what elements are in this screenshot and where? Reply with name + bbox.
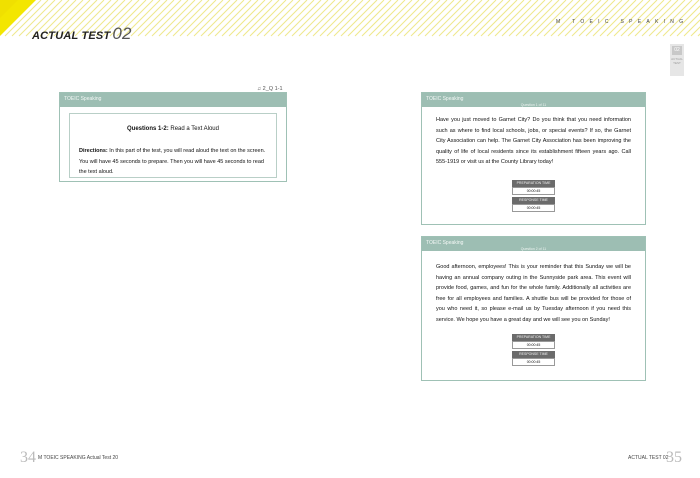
header-stripe	[621, 0, 657, 36]
header-stripe	[488, 0, 524, 36]
audio-track-label: ♫ 2_Q 1-1	[257, 86, 283, 92]
header-stripe	[509, 0, 545, 36]
header-stripe	[376, 0, 412, 36]
header-stripe	[313, 0, 349, 36]
header-stripe	[656, 0, 692, 36]
header-stripe	[320, 0, 356, 36]
header-stripe	[523, 0, 559, 36]
header-stripe	[404, 0, 440, 36]
header-stripe	[159, 0, 195, 36]
response-time-label: RESPONSE TIME	[512, 351, 555, 358]
header-stripe	[138, 0, 174, 36]
directions-body: In this part of the test, you will read aloud the text on the screen. You will have 45 seconds to prepare. Then you will have 45 seconds to read the text aloud.	[79, 148, 266, 175]
header-stripe	[467, 0, 503, 36]
directions-bold: Directions:	[79, 148, 108, 154]
directions-box	[69, 113, 277, 178]
passage-text: Have you just moved to Garnet City? Do you think that you need information such as where to find local schools, jobs, or special events? If so, the Garnet City Association can help. The Garnet City Association has been improving the quality of life of local residents since its establishment fifteen years ago. Call 555-1919 or visit us at the County Library today!	[436, 117, 631, 165]
header-stripe	[397, 0, 433, 36]
response-time-label: RESPONSE TIME	[512, 197, 555, 204]
header-stripe	[411, 0, 447, 36]
question-title-bold: Questions 1-2:	[127, 126, 169, 132]
header-stripe	[201, 0, 237, 36]
header-stripe	[145, 0, 181, 36]
test-number: 02	[112, 24, 132, 43]
header-stripe	[264, 0, 300, 36]
passage-text: Good afternoon, employees! This is your reminder that this Sunday we will be having an annual company outing in the Sunnyside park area. This event will provide food, games, and fun for the whole family. Additionally all activities are free for all employees and families. A shuttle bus will be provided for those of you who need it, so please e-mail us by Tuesday afternoon if you need this service. We hope you have a great day and we will see you on Sunday!	[436, 264, 631, 323]
header-stripe	[180, 0, 216, 36]
header-stripe	[502, 0, 538, 36]
panel-label: TOEIC Speaking	[64, 96, 102, 102]
header-stripe	[285, 0, 321, 36]
question-number: Question 1 of 11	[520, 103, 547, 107]
question-2-panel	[421, 236, 646, 381]
header-stripe	[334, 0, 370, 36]
panel-header	[60, 93, 286, 107]
header-stripe	[355, 0, 391, 36]
header-stripe	[187, 0, 223, 36]
header-stripe	[425, 0, 461, 36]
footer-right: ACTUAL TEST 02	[628, 455, 669, 461]
header-stripe	[278, 0, 314, 36]
timer-block	[512, 180, 555, 214]
header-stripe	[215, 0, 251, 36]
header-stripe	[586, 0, 622, 36]
preparation-time-value: 00:00:45	[512, 341, 555, 349]
header-stripe	[306, 0, 342, 36]
header-stripe	[194, 0, 230, 36]
header-stripe	[607, 0, 643, 36]
header-stripe	[600, 0, 636, 36]
test-label: ACTUAL TEST	[32, 30, 111, 42]
header-stripe	[222, 0, 258, 36]
header-stripe	[453, 0, 489, 36]
footer-left: M TOEIC SPEAKING Actual Test 20	[38, 455, 119, 461]
header-stripe	[439, 0, 475, 36]
page-number-left: 34	[20, 449, 36, 466]
header-stripe	[614, 0, 650, 36]
question-number: Question 2 of 11	[520, 247, 547, 251]
panel-label: TOEIC Speaking	[426, 240, 464, 246]
header-stripe	[649, 0, 685, 36]
header-stripe	[460, 0, 496, 36]
header-stripe	[299, 0, 335, 36]
preparation-time-label: PREPARATION TIME	[512, 180, 555, 187]
header-stripe	[663, 0, 699, 36]
side-tab	[670, 44, 684, 76]
header-stripe	[418, 0, 454, 36]
side-tab-number: 02	[672, 46, 682, 55]
header-stripe	[544, 0, 580, 36]
response-time-value: 00:00:45	[512, 358, 555, 366]
panel-header	[422, 237, 645, 251]
header-stripe	[593, 0, 629, 36]
header-stripe	[208, 0, 244, 36]
header-stripe	[362, 0, 398, 36]
header-stripe	[173, 0, 209, 36]
header-stripe	[558, 0, 594, 36]
header-stripe	[530, 0, 566, 36]
brand-text: M TOEIC SPEAKING	[556, 19, 689, 25]
response-time-value: 00:00:45	[512, 204, 555, 212]
header-stripe	[628, 0, 664, 36]
side-tab-text: ACTUAL TEST	[671, 57, 683, 65]
header-stripe	[271, 0, 307, 36]
header-stripe	[383, 0, 419, 36]
header-stripe	[446, 0, 482, 36]
header-stripe	[432, 0, 468, 36]
header-stripe	[516, 0, 552, 36]
header-stripe	[390, 0, 426, 36]
question-title	[70, 126, 276, 132]
header-stripe	[229, 0, 265, 36]
header-stripe	[579, 0, 615, 36]
header-stripe	[369, 0, 405, 36]
test-title	[32, 24, 132, 44]
question-title-rest: Read a Text Aloud	[168, 126, 219, 132]
header-stripe	[474, 0, 510, 36]
header-stripe	[551, 0, 587, 36]
header-stripe	[495, 0, 531, 36]
timer-block	[512, 334, 555, 368]
preparation-time-label: PREPARATION TIME	[512, 334, 555, 341]
header-stripe	[348, 0, 384, 36]
header-stripe	[292, 0, 328, 36]
header-stripe	[250, 0, 286, 36]
header-stripe	[565, 0, 601, 36]
header-stripe	[481, 0, 517, 36]
header-stripe	[572, 0, 608, 36]
header-stripe	[635, 0, 671, 36]
header-stripe	[642, 0, 678, 36]
header-stripe	[166, 0, 202, 36]
question-1-panel	[421, 92, 646, 225]
header-stripe	[537, 0, 573, 36]
panel-label: TOEIC Speaking	[426, 96, 464, 102]
header-stripe	[131, 0, 167, 36]
header-stripe	[152, 0, 188, 36]
page-number-right: 35	[666, 449, 682, 466]
directions-text	[79, 146, 267, 178]
directions-panel	[59, 92, 287, 182]
header-stripe	[341, 0, 377, 36]
panel-header	[422, 93, 645, 107]
header-stripe	[236, 0, 272, 36]
preparation-time-value: 00:00:45	[512, 187, 555, 195]
header-stripe	[327, 0, 363, 36]
header-stripe	[257, 0, 293, 36]
header-stripe	[243, 0, 279, 36]
